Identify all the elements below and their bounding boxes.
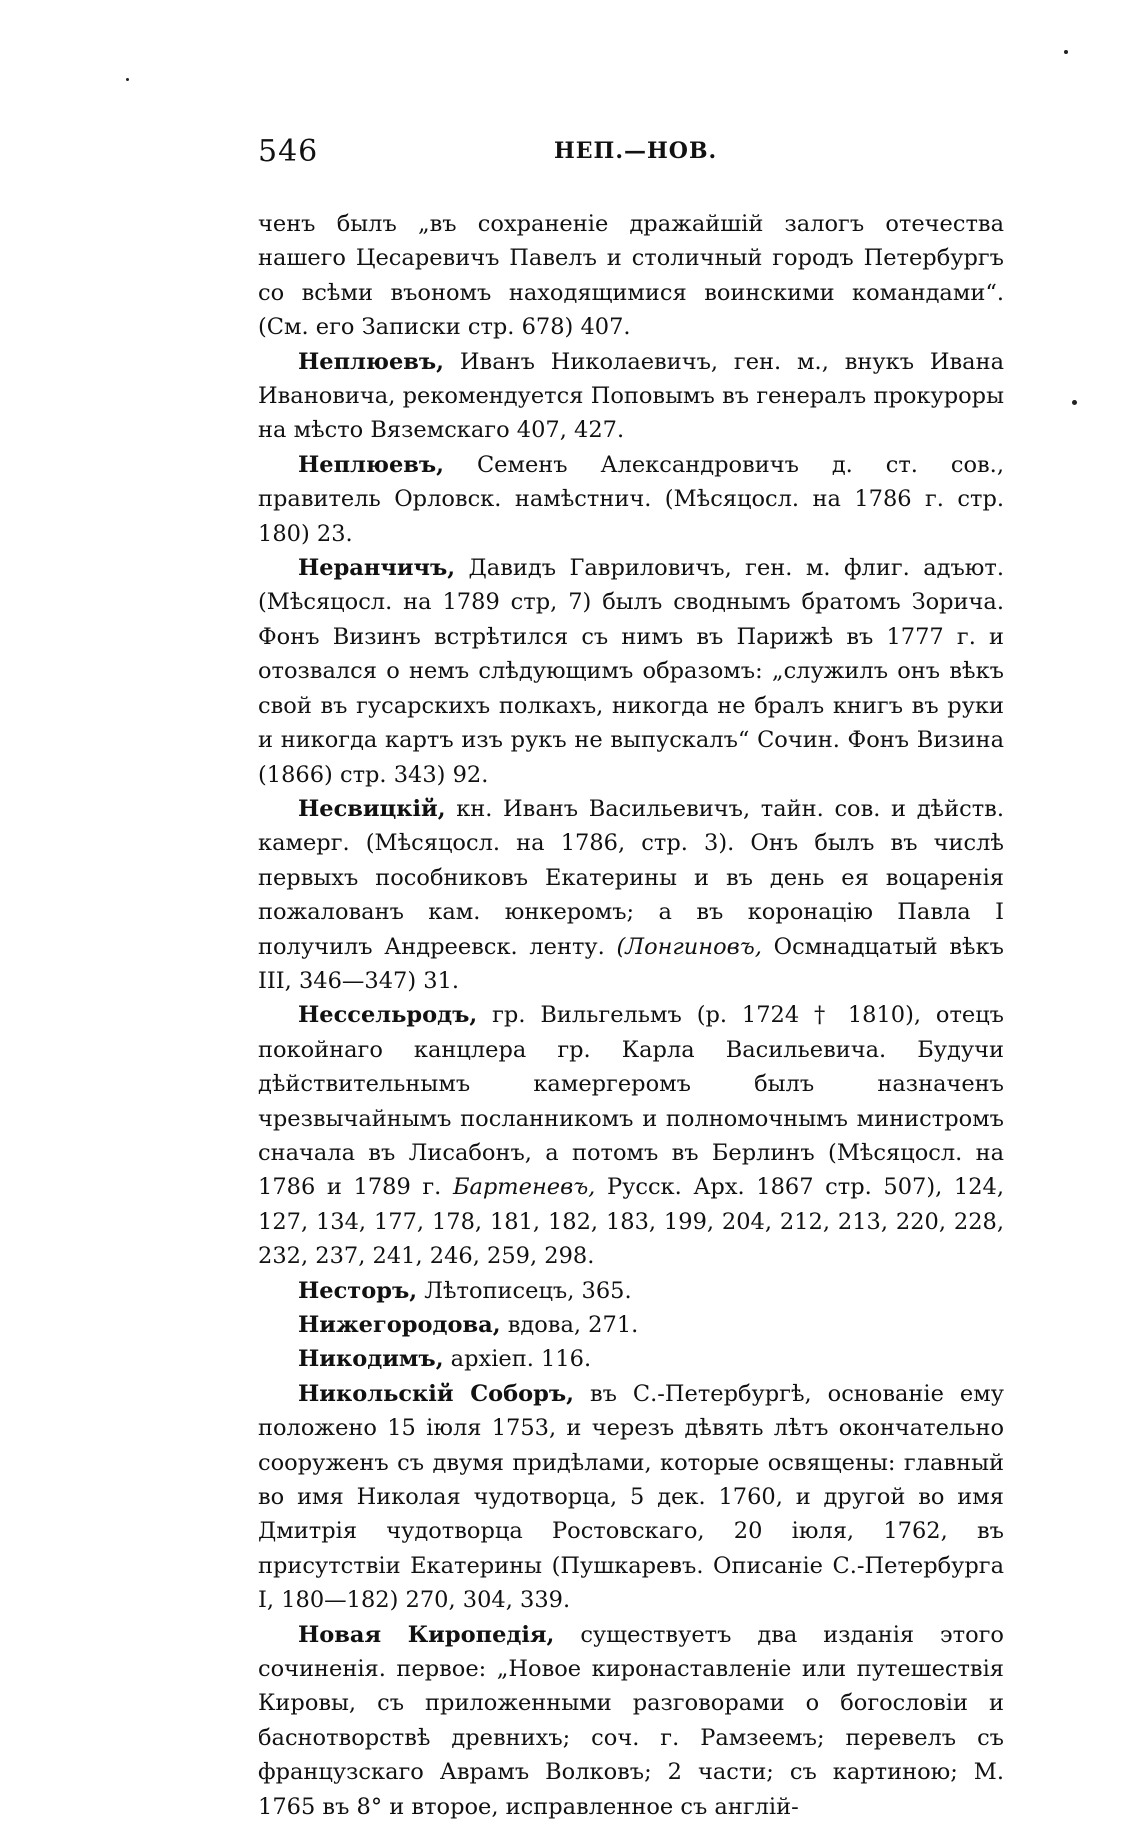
entry-headword: Нессельродъ, [298,1002,478,1029]
scan-speck [126,78,129,81]
running-head: НЕП.—НОВ. [554,138,718,164]
entry-text-continued: Русск. Арх. 1867 стр. 507), 124, 127, 134, 177, 178, 181, 182, 183, 199, 204, 212, 213, 220, 228, 232, 237, 241, 246, 259, 298. [258,1174,1004,1270]
entry-text: въ С.-Петербургѣ, основаніе ему положено 15 іюля 1753, и черезъ дѣвять лѣтъ окончательно сооруженъ съ двумя придѣлами, которые освящены: главный во имя Николая чудотворца, 5 дек. 1760, и другой во имя Дмитрія чудотворца Ростовскаго, 20 іюля, 1762, въ присутствіи Екатерины (Пушкаревъ. Описаніе С.-Петербурга I, 180—182) 270, 304, 339. [258,1380,1004,1614]
entry-headword: Нижегородова, [298,1312,501,1338]
entry-text: архіеп. 116. [443,1346,592,1373]
entry-text: Иванъ Николаевичъ, ген. м., внукъ Ивана Ивановича, рекомендуется Поповымъ въ генералъ прокуроры на мѣсто Вяземскаго 407, 427. [258,348,1004,444]
entry-text: кн. Иванъ Васильевичъ, тайн. сов. и дѣйств. камерг. (Мѣсяцосл. на 1786, стр. 3). Онъ былъ въ числѣ первыхъ пособниковъ Екатерины и въ день ея воцаренія пожалованъ кам. юнкеромъ; а въ коронацію Павла I получилъ Андреевск. ленту. [258,795,1004,960]
entry-text: ченъ былъ „въ сохраненіе дражайшій залогъ отечества нашего Цесаревичъ Павелъ и столичный городъ Петербургъ со всѣми въономъ находящимися воинскими командами“. (См. его Записки стр. 678) 407. [258,211,1004,341]
index-entry [258,345,1004,448]
page-header [258,134,1004,174]
entry-italic-citation: Бартеневъ, [452,1174,596,1201]
entry-headword: Неплюевъ, [298,451,445,478]
entry-headword: Неплюевъ, [298,348,445,375]
page-number: 546 [258,134,319,169]
index-entry [258,1618,1004,1824]
index-entry [258,1377,1004,1618]
entry-headword: Неранчичъ, [298,555,456,582]
entry-headword: Никольскій Соборъ, [298,1380,574,1407]
index-entry [258,1342,1004,1376]
entry-text: вдова, 271. [500,1312,639,1338]
entry-text-continued: Осмнадцатый вѣкъ III, 346—347) 31. [258,933,1004,994]
index-entry [258,551,1004,792]
index-entry [258,207,1004,345]
entry-text: Семенъ Александровичъ д. ст. сов., правитель Орловск. намѣстнич. (Мѣсяцосл. на 1786 г. стр. 180) 23. [258,451,1004,547]
index-entry [258,448,1004,551]
index-entries [258,207,1004,1824]
scan-speck [1064,50,1068,54]
entry-text: Давидъ Гавриловичъ, ген. м. флиг. адъют. (Мѣсяцосл. на 1789 стр, 7) былъ своднымъ братомъ Зорича. Фонъ Визинъ встрѣтился съ нимъ въ Парижѣ въ 1777 г. и отозвался о немъ слѣдующимъ образомъ: „служилъ онъ вѣкъ свой въ гусарскихъ полкахъ, никогда не бралъ книгъ въ руки и никогда картъ изъ рукъ не выпускалъ“ Сочин. Фонъ Визина (1866) стр. 343) 92. [258,555,1004,788]
index-entry [258,1308,1004,1342]
index-entry [258,792,1004,998]
scan-speck [1072,400,1077,405]
entry-headword: Несторъ, [298,1277,418,1304]
entry-headword: Несвицкій, [298,795,446,822]
entry-italic-citation: (Лонгиновъ, [616,933,762,960]
entry-headword: Новая Киропедія, [298,1621,555,1648]
index-entry [258,1274,1004,1308]
entry-text: Лѣтописецъ, 365. [417,1277,632,1304]
entry-headword: Никодимъ, [298,1346,444,1373]
entry-text: гр. Вильгельмъ (р. 1724 † 1810), отецъ покойнаго канцлера гр. Карла Васильевича. Будучи дѣйствительнымъ камергеромъ былъ назначенъ чрезвычайнымъ посланникомъ и полномочнымъ министромъ сначала въ Лисабонъ, а потомъ въ Берлинъ (Мѣсяцосл. на 1786 и 1789 г. [258,1002,1004,1201]
index-entry [258,998,1004,1273]
entry-text: существуетъ два изданія этого сочиненія. первое: „Новое киронаставленіе или путешествія Кировы, съ приложенными разговорами о богословіи и баснотворствѣ древнихъ; соч. г. Рамзеемъ; перевелъ съ французскаго Аврамъ Волковъ; 2 части; съ картиною; М. 1765 въ 8° и второе, исправленное съ англій- [258,1621,1004,1820]
